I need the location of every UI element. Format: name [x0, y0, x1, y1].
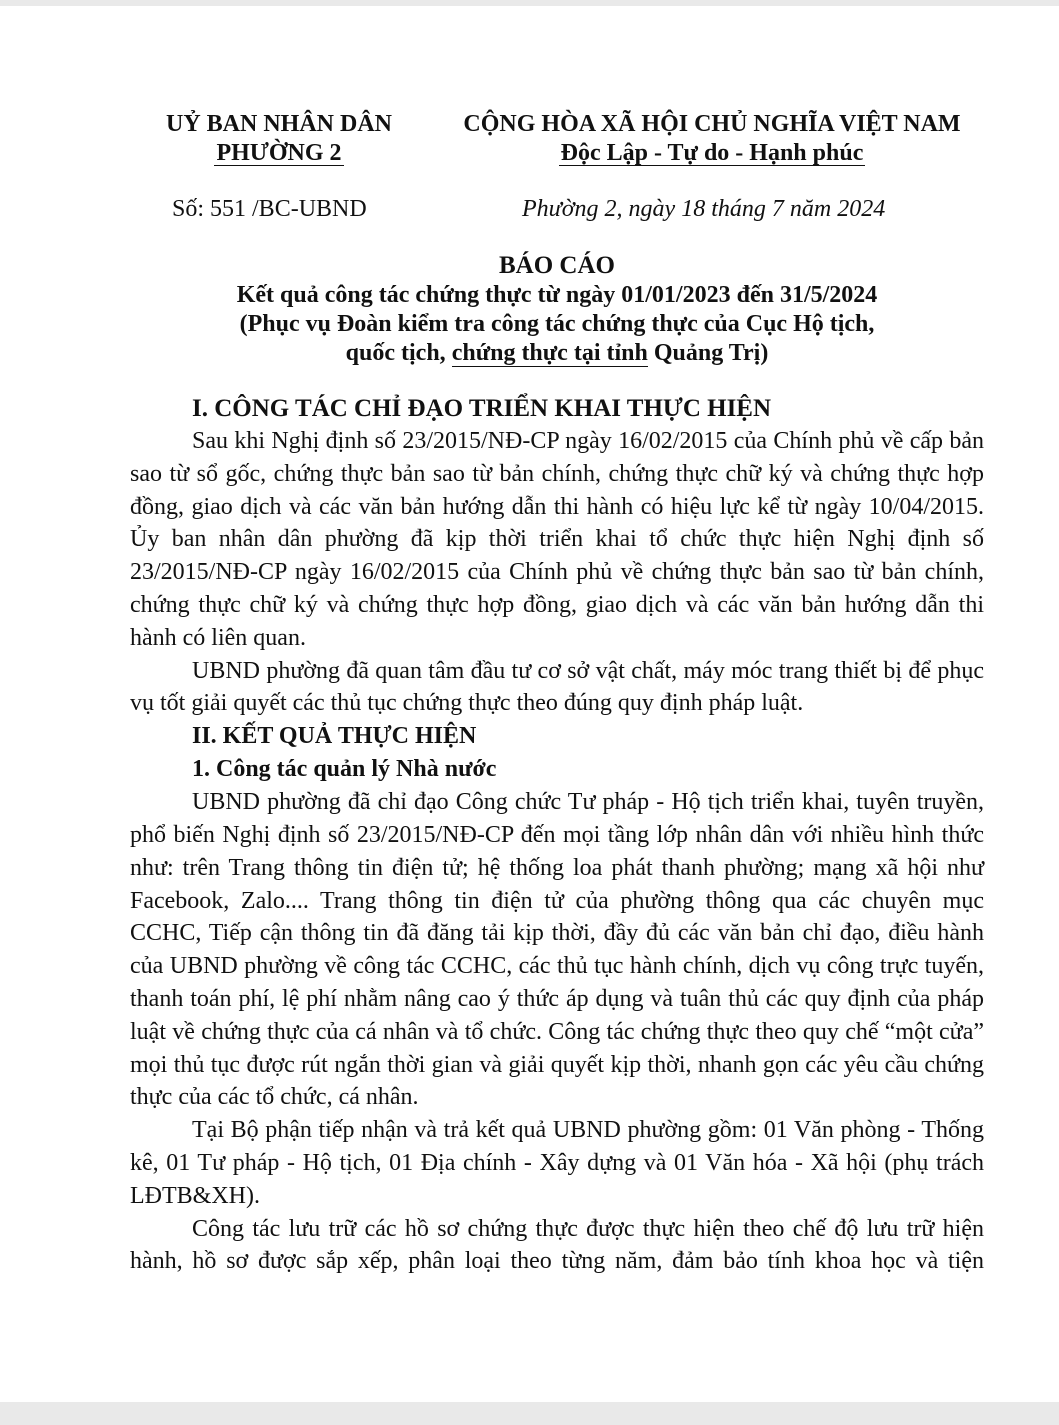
national-motto [432, 110, 992, 168]
report-title [130, 251, 984, 368]
nation-line1: CỘNG HÒA XÃ HỘI CHỦ NGHĨA VIỆT NAM [463, 111, 961, 137]
title-line2: (Phục vụ Đoàn kiểm tra công tác chứng thực của Cục Hộ tịch, [239, 311, 875, 337]
report-body [130, 392, 984, 1278]
title-line3 [130, 339, 984, 368]
paragraph-2: UBND phường đã quan tâm đầu tư cơ sở vật chất, máy móc trang thiết bị để phục vụ tốt giải quyết các thủ tục chứng thực theo đúng quy định pháp luật. [130, 657, 984, 717]
section1-heading: I. CÔNG TÁC CHỈ ĐẠO TRIỂN KHAI THỰC HIỆN [192, 395, 772, 422]
paragraph-1: Sau khi Nghị định số 23/2015/NĐ-CP ngày 16/02/2015 của Chính phủ về cấp bản sao từ sổ gốc, chứng thực bản sao từ bản chính, chứng thực chữ ký và chứng thực hợp đồng, giao dịch và các văn bản hướng dẫn thi hành có hiệu lực kể từ ngày 10/04/2015. Ủy ban nhân dân phường đã kịp thời triển khai tổ chức thực hiện Nghị định số 23/2015/NĐ-CP ngày 16/02/2015 của Chính phủ về chứng thực bản sao từ bản chính, chứng thực chữ ký và chứng thực hợp đồng, giao dịch và các văn bản hướng dẫn thi hành có liên quan. [130, 428, 984, 651]
document-number: Số: 551 /BC-UBND [172, 196, 367, 222]
agency-line1: UỶ BAN NHÂN DÂN [166, 111, 392, 137]
paragraph-4: Tại Bộ phận tiếp nhận và trả kết quả UBND phường gồm: 01 Văn phòng - Thống kê, 01 Tư pháp - Hộ tịch, 01 Địa chính - Xây dựng và 01 Văn hóa - Xã hội (phụ trách LĐTB&XH). [130, 1117, 984, 1209]
title-line3-pre: quốc tịch, [345, 340, 452, 366]
agency-line2: PHƯỜNG 2 [216, 140, 342, 166]
title-main: BÁO CÁO [499, 252, 615, 279]
paragraph-5: Công tác lưu trữ các hồ sơ chứng thực được thực hiện theo chế độ lưu trữ hiện hành, hồ sơ được sắp xếp, phân loại theo từng năm, đảm bảo tính khoa học và tiện [130, 1215, 984, 1275]
title-line1: Kết quả công tác chứng thực từ ngày 01/01/2023 đến 31/5/2024 [236, 282, 878, 308]
document-page [0, 6, 1059, 1402]
title-line3-post: Quảng Trị) [647, 340, 769, 366]
title-line3-underlined: chứng thực tại tỉnh [451, 340, 648, 366]
paragraph-3: UBND phường đã chỉ đạo Công chức Tư pháp - Hộ tịch triển khai, tuyên truyền, phổ biến Nghị định số 23/2015/NĐ-CP đến mọi tầng lớp nhân dân với nhiều hình thức như: trên Trang thông tin điện tử; hệ thống loa phát thanh phường; mạng xã hội như Facebook, Zalo.... Trang thông tin điện tử của phường thông qua các chuyên mục CCHC, Tiếp cận thông tin đã đăng tải kịp thời, đầy đủ các văn bản chỉ đạo, điều hành của UBND phường về công tác CCHC, các thủ tục hành chính, dịch vụ công trực tuyến, thanh toán phí, lệ phí nhằm nâng cao ý thức áp dụng và tuân thủ các quy định của pháp luật về chứng thực của cá nhân và tổ chức. Công tác chứng thực theo quy chế “một cửa” mọi thủ tục được rút ngắn thời gian và giải quyết kịp thời, nhanh gọn các yêu cầu chứng thực của các tổ chức, cá nhân. [130, 789, 984, 1111]
issuing-agency [140, 110, 418, 168]
nation-line2: Độc Lập - Tự do - Hạnh phúc [560, 140, 864, 166]
section2-heading: II. KẾT QUẢ THỰC HIỆN [192, 723, 477, 750]
place-date: Phường 2, ngày 18 tháng 7 năm 2024 [522, 196, 886, 222]
subsection1-heading: 1. Công tác quản lý Nhà nước [192, 756, 497, 783]
